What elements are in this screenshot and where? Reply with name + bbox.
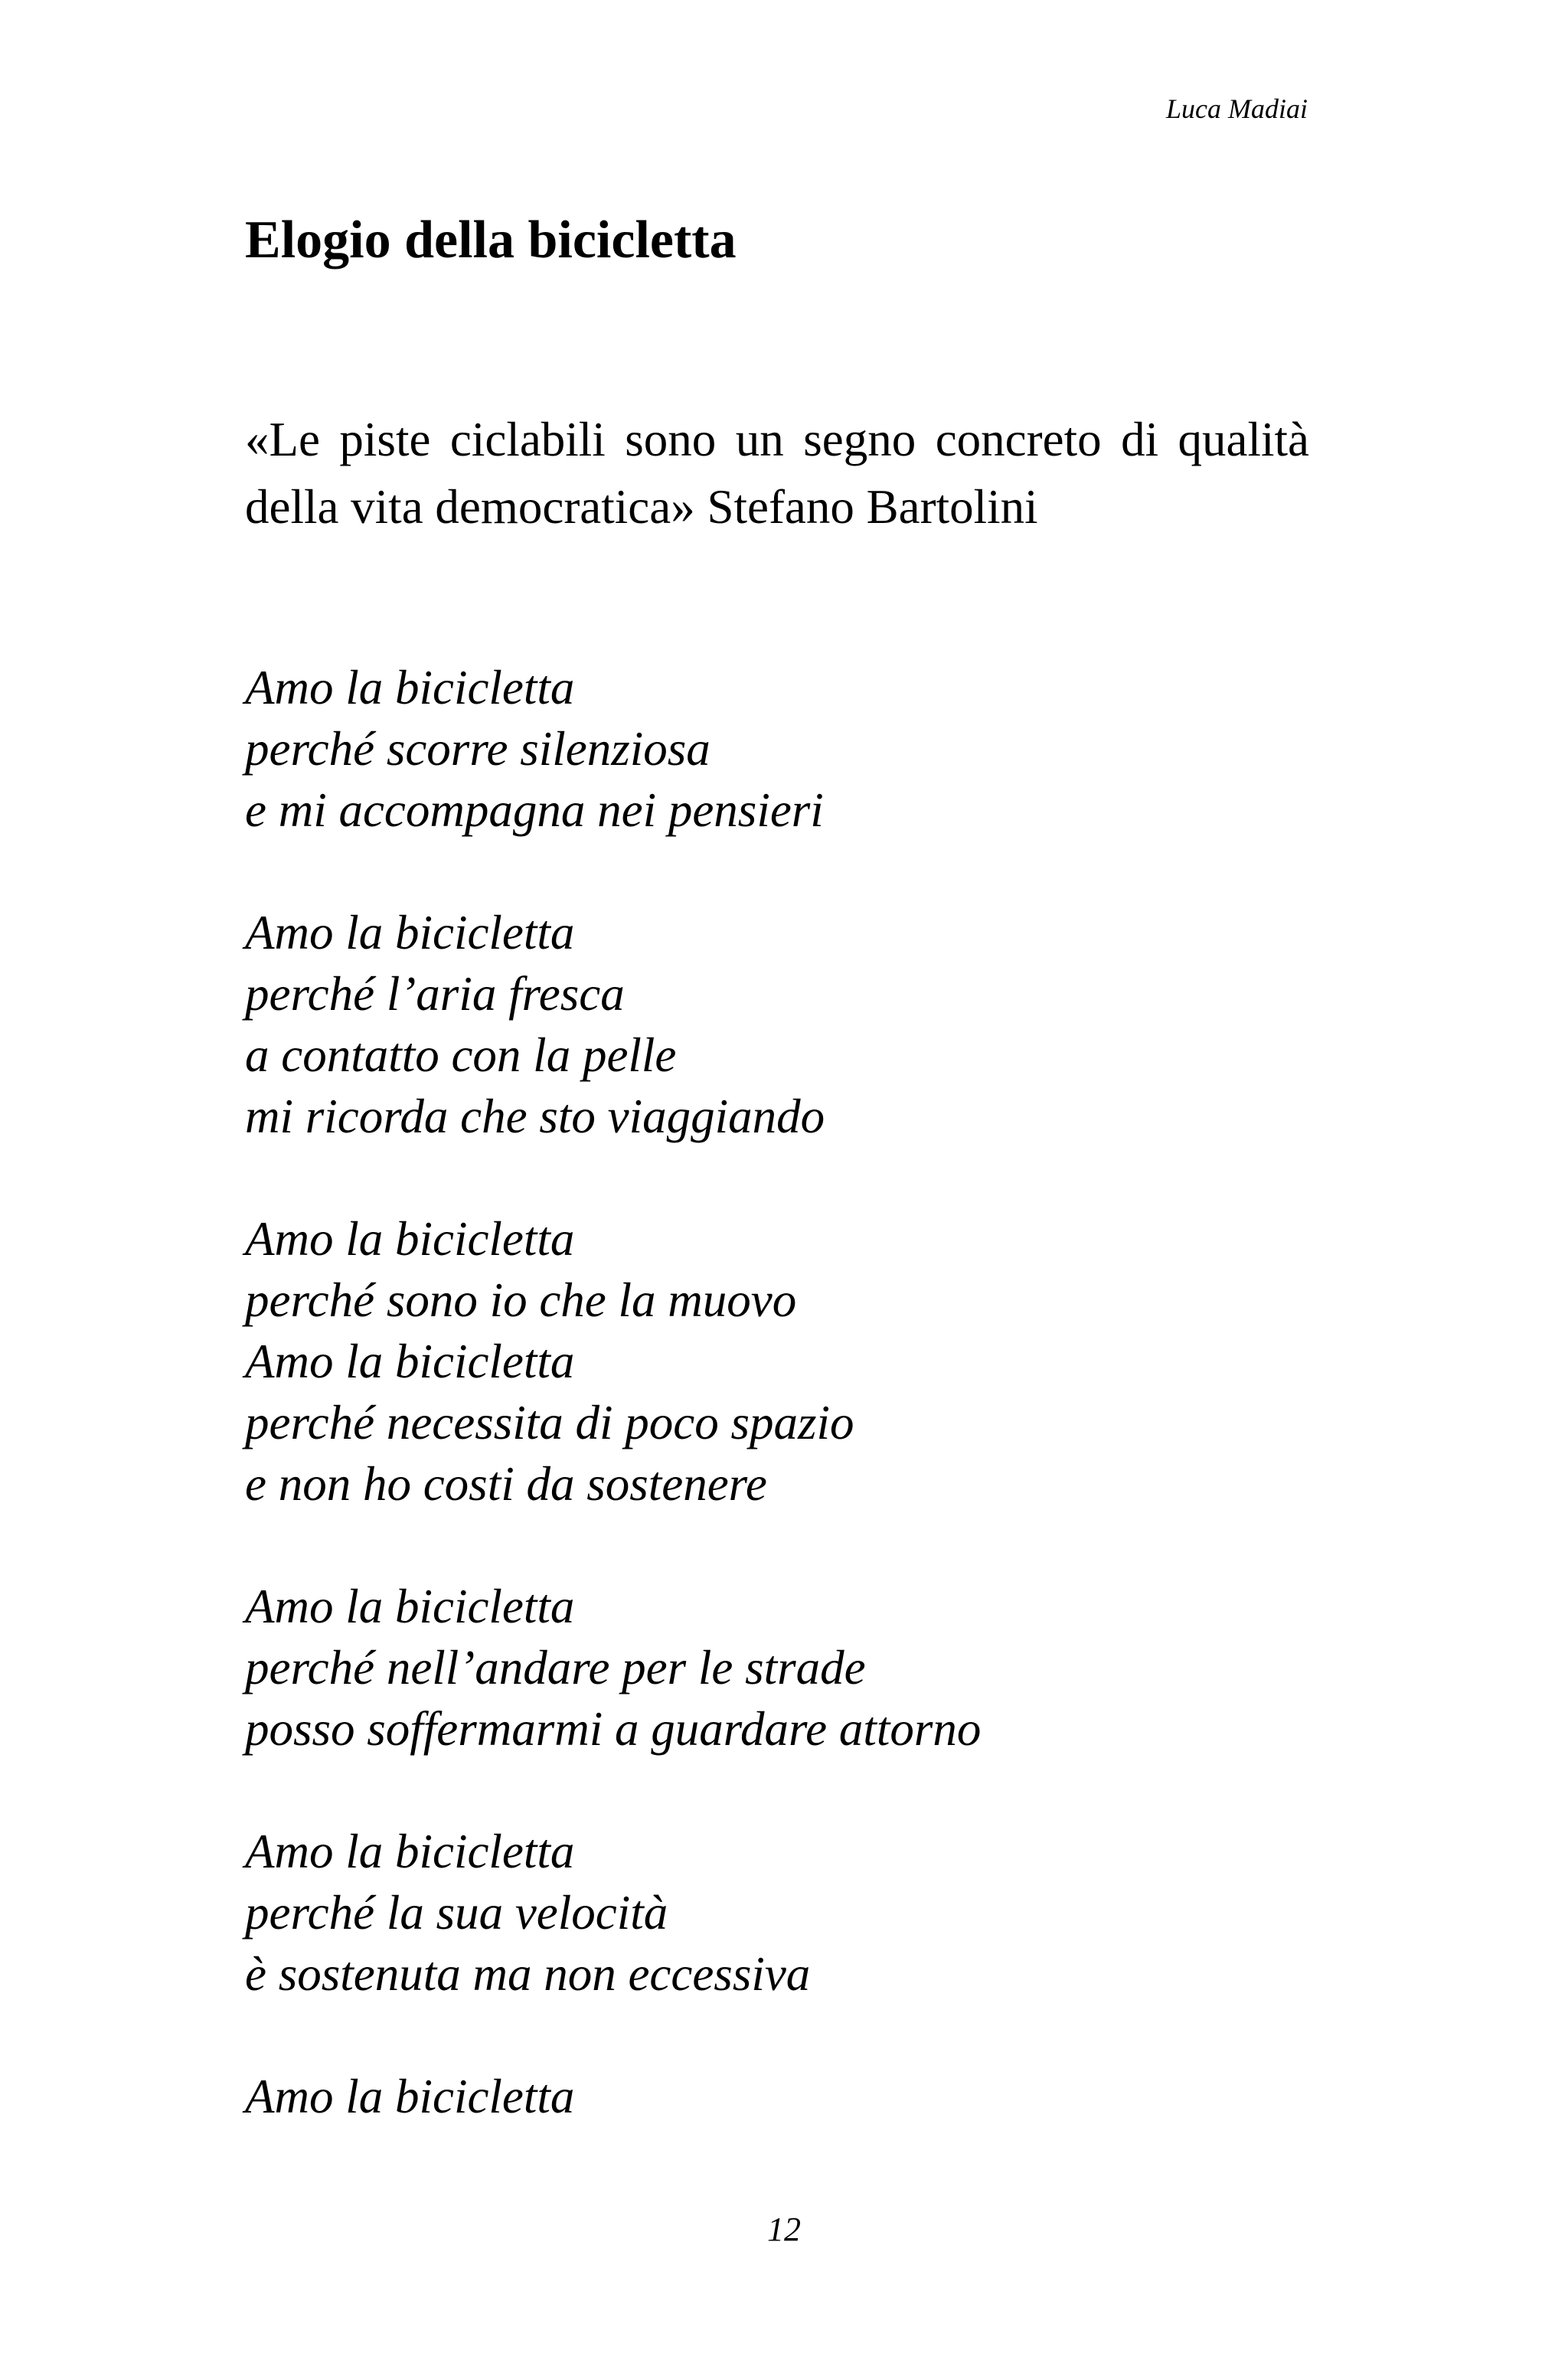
poem-line: posso soffermarmi a guardare attorno [245,1702,982,1756]
poem-title: Elogio della bicicletta [245,211,737,270]
poem-body [245,657,1332,2127]
poem-line: perché l’aria fresca [245,967,625,1021]
epigraph-quote: «Le piste ciclabili sono un segno concreto di qualità della vita democratica» Stefano Bartolini [245,413,1309,534]
page-number: 12 [767,2211,801,2248]
poem-line: Amo la bicicletta [245,1212,575,1266]
stanza-3 [245,1208,1332,1331]
poem-line: perché scorre silenziosa [245,722,710,776]
stanza-2 [245,902,1332,1147]
stanza-5 [245,1576,1332,1760]
poem-line: e mi accompagna nei pensieri [245,783,824,837]
poem-line: Amo la bicicletta [245,661,575,714]
poem-line: Amo la bicicletta [245,1580,575,1633]
poem-line: è sostenuta ma non eccessiva [245,1947,811,2001]
poem-line: mi ricorda che sto viaggiando [245,1090,825,1143]
stanza-1 [245,657,1332,841]
poem-line: perché sono io che la muovo [245,1273,797,1327]
running-head-author: Luca Madiai [1166,93,1308,124]
stanza-6 [245,1821,1332,2005]
poem-line: perché necessita di poco spazio [245,1396,854,1449]
poem-line: perché nell’andare per le strade [245,1641,866,1694]
poem-line: Amo la bicicletta [245,906,575,959]
poem-line: Amo la bicicletta [245,1335,575,1388]
stanza-7 [245,2066,1332,2127]
poem-line: a contatto con la pelle [245,1028,677,1082]
poem-line: e non ho costi da sostenere [245,1457,767,1511]
poem-line: perché la sua velocità [245,1886,668,1940]
poem-line: Amo la bicicletta [245,1825,575,1878]
poem-line: Amo la bicicletta [245,2070,575,2123]
stanza-4 [245,1331,1332,1515]
